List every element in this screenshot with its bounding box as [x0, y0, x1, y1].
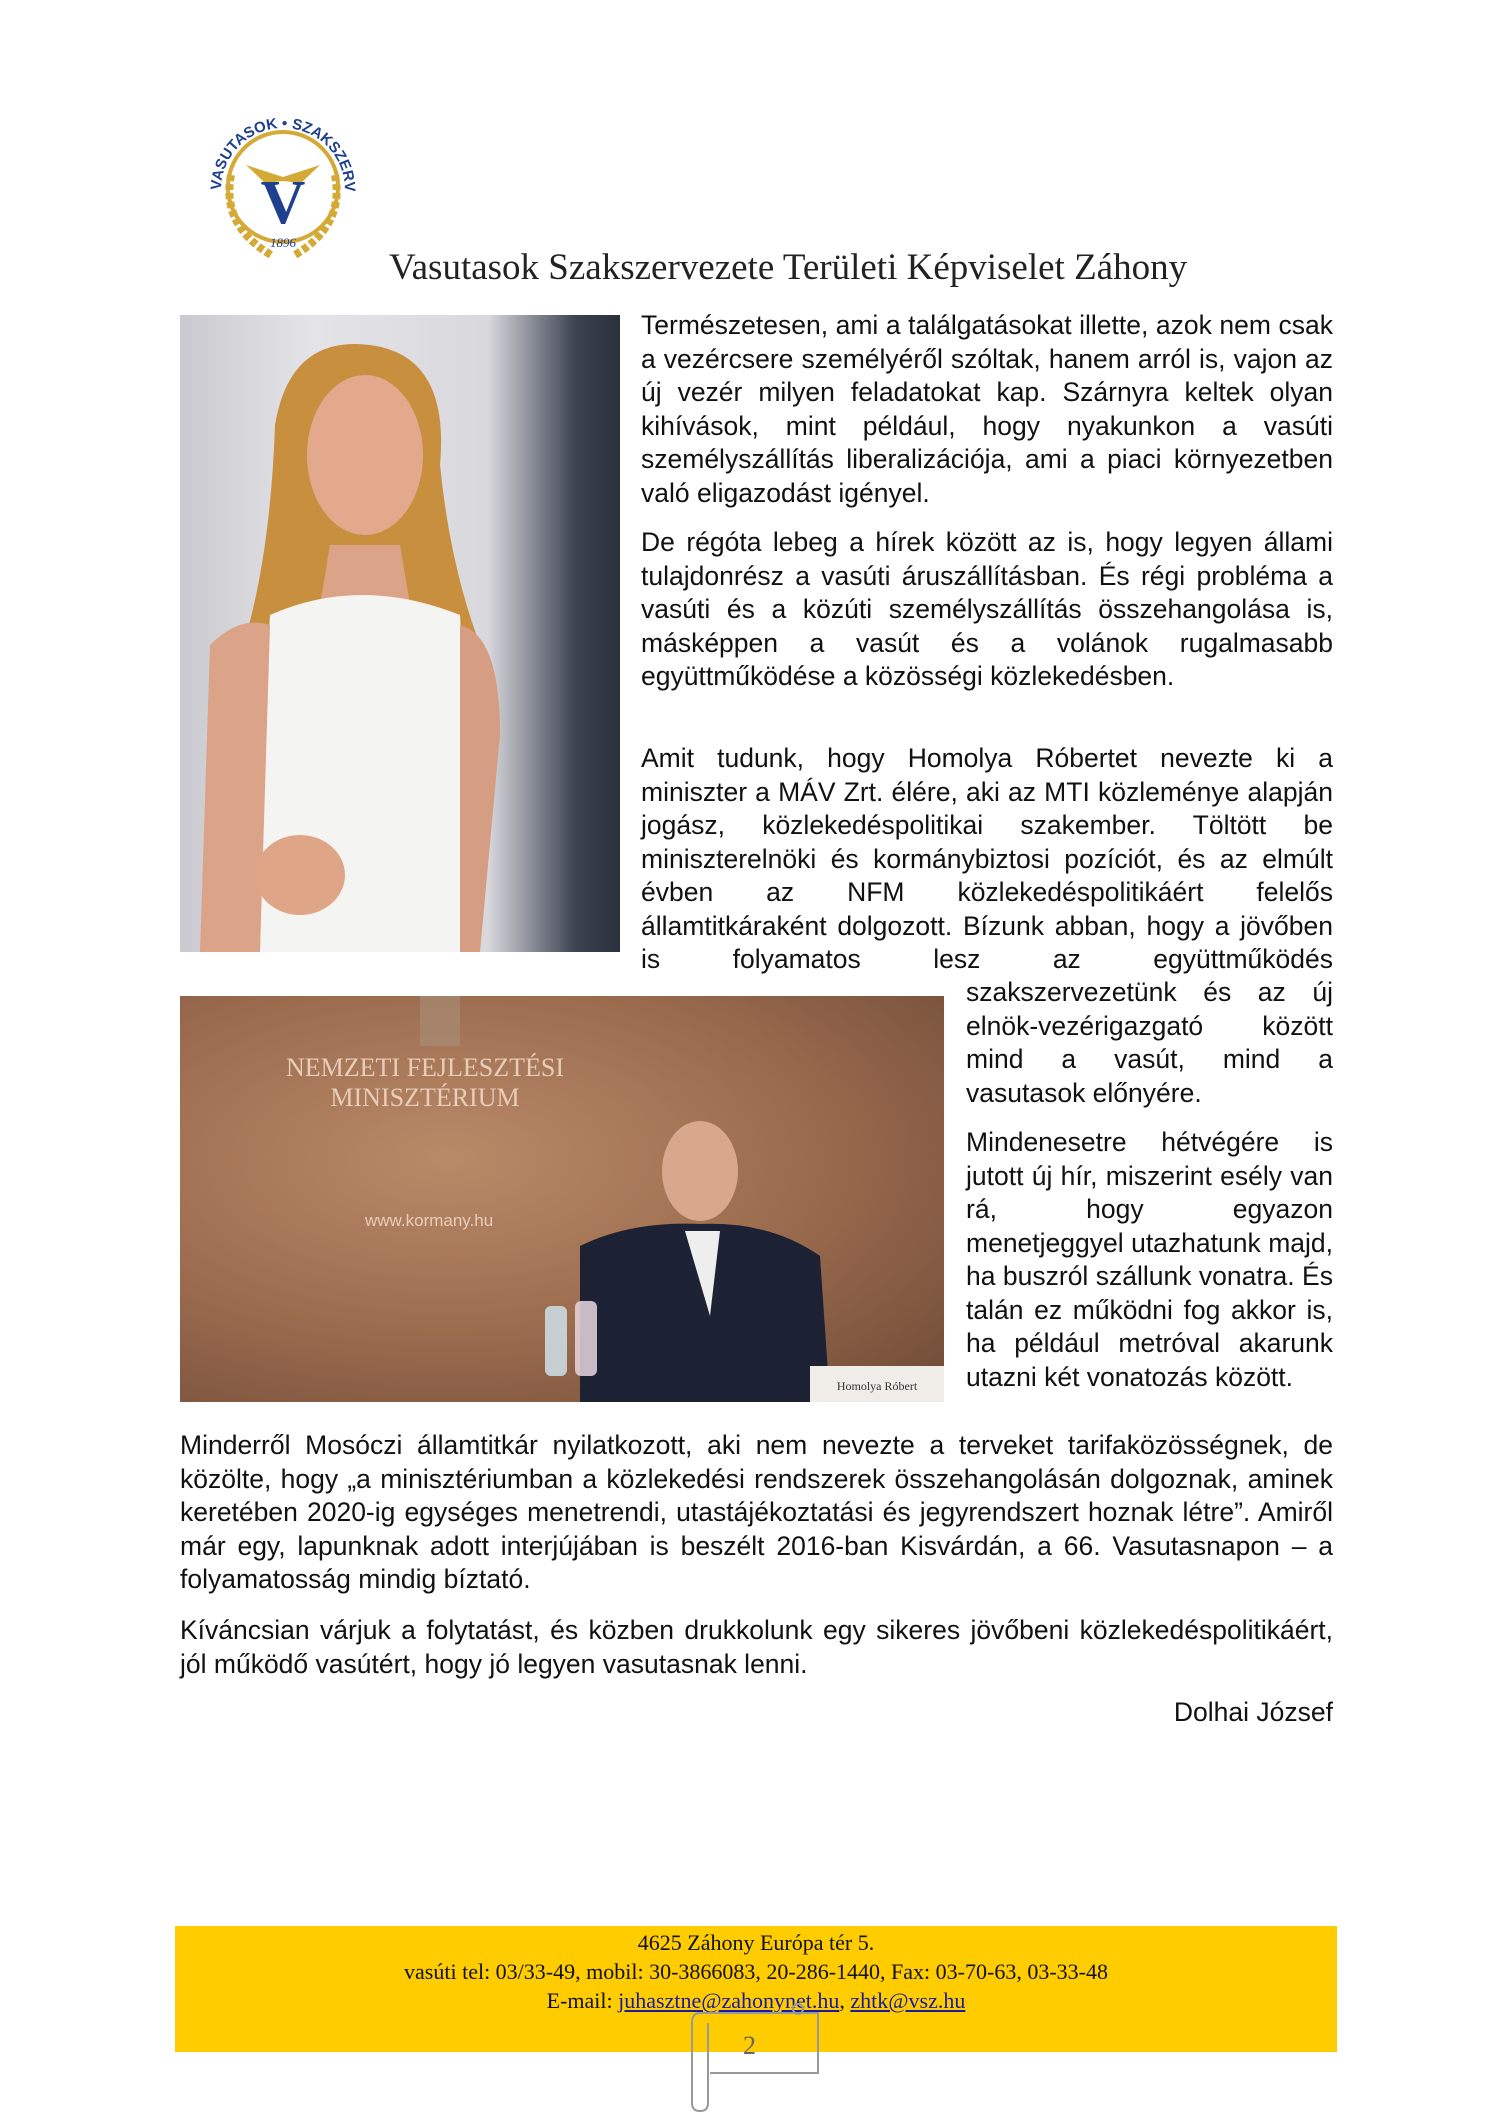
- paragraph-1: Természetesen, ami a találgatásokat illette, azok nem csak a vezércsere személyéről szóltak, hanem arról is, vajon az új vezér milyen feladatokat kap. Szárnyra keltek olyan kihívások, mint például, hogy nyakunkon a vasúti személyszállítás liberalizációja, ami a piaci környezetben való eligazodást igényel.: [641, 310, 1333, 508]
- svg-text:V: V: [260, 169, 306, 237]
- page-number-scroll: [688, 2003, 828, 2113]
- ministry-name-line1: NEMZETI FEJLESZTÉSI: [285, 1053, 565, 1082]
- press-conference-photo: [180, 996, 944, 1402]
- email-label: E-mail:: [546, 1988, 613, 2013]
- union-logo: [191, 95, 375, 273]
- footer-address: 4625 Záhony Európa tér 5.: [637, 1930, 875, 1955]
- email-link-1[interactable]: juhasztne@zahonynet.hu: [618, 1988, 840, 2013]
- paragraph-6: Kíváncsian várjuk a folytatást, és közben drukkolunk egy sikeres jövőbeni közlekedéspolitikáért, jól működő vasútért, hogy jó legyen vasutasnak lenni.: [180, 1615, 1333, 1679]
- ministry-name-line2: MINISZTÉRIUM: [330, 1083, 520, 1112]
- author-signature: Dolhai József: [1173, 1697, 1333, 1727]
- footer-email-line: E-mail: juhasztne@zahonynet.hu, zhtk@vsz.hu: [546, 1988, 966, 2013]
- paragraph-3: Amit tudunk, hogy Homolya Róbertet nevezte ki a miniszter a MÁV Zrt. élére, aki az MTI közleménye alapján jogász, közlekedéspolitikai szakember. Töltött be miniszterelnöki és kormánybiztosi pozíciót, és az elmúlt évben az NFM közlekedéspolitikáért felelős államtitkáraként dolgozott. Bízunk abban, hogy a jövőben is folyamatos lesz az együttműködés: [641, 743, 1333, 974]
- paragraph-2: De régóta lebeg a hírek között az is, hogy legyen állami tulajdonrész a vasúti áruszállításban. És régi probléma a vasúti és a közúti személyszállítás összehangolása is, másképpen a vasút és a volánok rugalmasabb együttműködése a közösségi közlekedésben.: [641, 527, 1333, 691]
- page-number: 2: [743, 2031, 756, 2060]
- svg-text:1896: 1896: [270, 235, 296, 250]
- email-link-2[interactable]: zhtk@vsz.hu: [850, 1988, 966, 2013]
- name-card: Homolya Róbert: [836, 1379, 918, 1393]
- website-text: www.kormany.hu: [365, 1211, 494, 1230]
- svg-text:VASUTASOK • SZAKSZERVEZETE: VASUTASOK • SZAKSZERV: [207, 114, 359, 193]
- paragraph-3-continued: szakszervezetünk és az új elnök-vezérigazgató között mind a vasút, mind a vasutasok előnyére.: [966, 977, 1333, 1108]
- footer-phones: vasúti tel: 03/33-49, mobil: 30-3866083, 20-286-1440, Fax: 03-70-63, 03-33-48: [404, 1959, 1108, 1984]
- paragraph-5: Minderről Mosóczi államtitkár nyilatkozott, aki nem nevezte a terveket tarifaközösségnek, de közölte, hogy „a minisztériumban a közlekedési rendszerek összehangolásán dolgoznak, aminek keretében 2020-ig egységes menetrendi, utastájékoztatási és jegyrendszert hoznak létre”. Amiről már egy, lapunknak adott interjújában is beszélt 2016-ban Kisvárdán, a 66. Vasutasnapon – a folyamatosság mindig bíztató.: [180, 1430, 1333, 1594]
- paragraph-4: Mindenesetre hétvégére is jutott új hír, miszerint esély van rá, hogy egyazon menetjeggyel utazhatunk majd, ha buszról szállunk vonatra. És talán ez működni fog akkor is, ha például metróval akarunk utazni két vonatozás között.: [966, 1127, 1333, 1392]
- speaker-photo: [180, 315, 620, 952]
- page-title: Vasutasok Szakszervezete Területi Képviselet Záhony: [389, 247, 1188, 288]
